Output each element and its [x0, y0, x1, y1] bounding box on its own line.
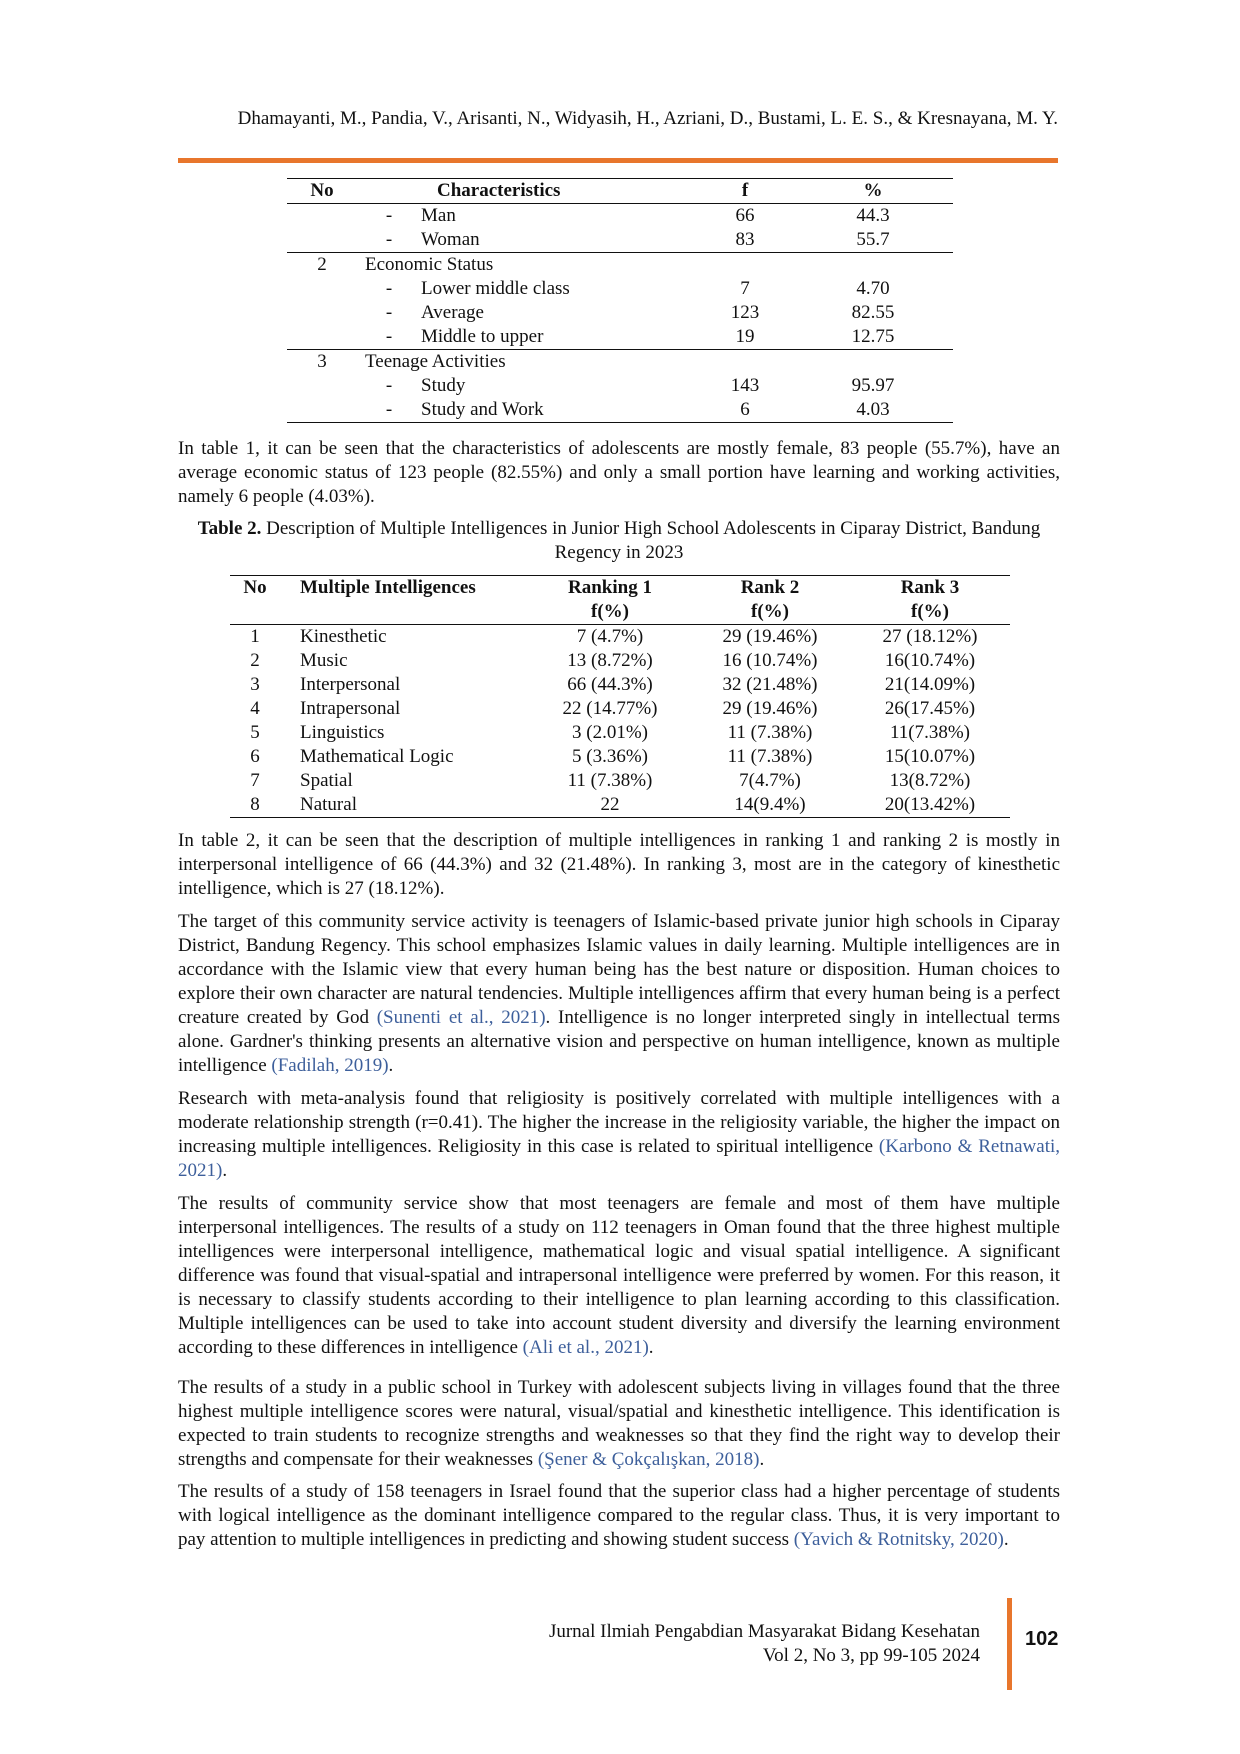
- cell-rank-2: 29 (19.46%): [722, 698, 818, 719]
- cell-rank-2: 11 (7.38%): [727, 746, 813, 767]
- cell-characteristic: Teenage Activities: [365, 351, 506, 372]
- cell-no: 6: [250, 746, 260, 767]
- cell-ranking-1: 66 (44.3%): [567, 674, 653, 695]
- cell-no: [287, 228, 357, 253]
- cell-intelligence: Kinesthetic: [300, 626, 387, 647]
- body-text: .: [222, 1160, 228, 1181]
- cell-rank-3: 27 (18.12%): [882, 626, 978, 647]
- cell-percent: [793, 253, 953, 278]
- cell-bullet: -: [385, 205, 393, 226]
- column-header: f: [697, 179, 793, 204]
- cell-no: 2: [317, 254, 327, 275]
- column-header: No: [287, 179, 357, 204]
- caption-text: Description of Multiple Intelligences in Junior High School Adolescents in Ciparay District, Bandung Regency in 2023: [261, 518, 1041, 563]
- cell-no: 8: [230, 793, 280, 818]
- cell-characteristic: Study and Work: [421, 398, 697, 423]
- table-subheader-row: [230, 600, 1010, 625]
- column-subheader: f(%): [530, 600, 690, 625]
- paragraph-table2-summary: In table 2, it can be seen that the description of multiple intelligences in ranking 1 and ranking 2 is mostly in interpersonal intelligence of 66 (44.3%) and 32 (21.48%). In ranking 3, most are in the category of kinesthetic intelligence, which is 27 (18.12%).: [178, 830, 1060, 899]
- column-header: %: [793, 179, 953, 204]
- column-header: Rank 3: [900, 577, 960, 598]
- cell-ranking-1: 11 (7.38%): [567, 770, 653, 791]
- cell-ranking-1: 22: [530, 793, 690, 818]
- footer-accent-bar: [1007, 1598, 1012, 1690]
- table-row: [230, 649, 1010, 673]
- citation-link[interactable]: (Fadilah, 2019): [271, 1055, 389, 1076]
- cell-no: 4: [250, 698, 260, 719]
- citation-link[interactable]: (Şener & Çokçalışkan, 2018): [537, 1449, 760, 1470]
- cell-rank-3: 11(7.38%): [889, 722, 971, 743]
- footer-journal-name: Jurnal Ilmiah Pengabdian Masyarakat Bidang Kesehatan: [548, 1621, 980, 1642]
- cell-intelligence: Music: [300, 650, 348, 671]
- table-row: [230, 769, 1010, 793]
- body-text: .: [1003, 1529, 1009, 1550]
- citation-link[interactable]: (Sunenti et al., 2021): [376, 1007, 546, 1028]
- cell-rank-3: 16(10.74%): [884, 650, 976, 671]
- paragraph-target: [178, 910, 1060, 1078]
- table-2-caption: [178, 517, 1060, 565]
- cell-no: 1: [250, 626, 260, 647]
- cell-bullet: -: [385, 375, 393, 396]
- table-row: [287, 374, 953, 398]
- body-text: The results of a study of 158 teenagers in Israel found that the superior class had a higher percentage of students with logical intelligence as the dominant intelligence compared to the regular class. Thus, it is very important to pay attention to multiple intelligences in predicting and showing student success: [178, 1481, 1060, 1550]
- cell-bullet: -: [357, 228, 421, 253]
- column-header: No: [243, 577, 267, 598]
- body-text: The results of a study in a public school in Turkey with adolescent subjects living in villages found that the three highest multiple intelligence scores were natural, visual/spatial and kinesthetic intelligence. This identification is expected to train students to recognize strengths and weaknesses so that they find the right way to develop their strengths and compensate for their weaknesses: [178, 1377, 1060, 1470]
- table-header-row: [287, 179, 953, 204]
- paragraph-table1-summary: In table 1, it can be seen that the characteristics of adolescents are mostly female, 83 people (55.7%), have an average economic status of 123 people (82.55%) and only a small portion have learning and working activities, namely 6 people (4.03%).: [178, 438, 1060, 507]
- table-row: [287, 325, 953, 350]
- paragraph-israel-study: [178, 1480, 1060, 1552]
- table-row: [230, 721, 1010, 745]
- cell-percent: 82.55: [851, 302, 895, 323]
- table-row: [287, 204, 953, 229]
- cell-no: [287, 277, 357, 301]
- cell-characteristic: Economic Status: [365, 254, 494, 275]
- cell-intelligence: Linguistics: [300, 722, 385, 743]
- cell-rank-2: 14(9.4%): [690, 793, 850, 818]
- table-row: [287, 277, 953, 301]
- cell-intelligence: Mathematical Logic: [300, 746, 454, 767]
- cell-frequency: 66: [735, 205, 755, 226]
- cell-rank-2: 16 (10.74%): [722, 650, 818, 671]
- table-row: [230, 673, 1010, 697]
- table-row: [287, 228, 953, 253]
- table-row: [287, 350, 953, 375]
- cell-intelligence: Interpersonal: [300, 674, 401, 695]
- cell-frequency: [697, 350, 793, 375]
- footer-journal-info: [440, 1620, 980, 1668]
- cell-rank-3: 15(10.07%): [884, 746, 976, 767]
- page-number: 102: [1025, 1628, 1059, 1650]
- column-header: Ranking 1: [568, 577, 652, 598]
- table-row: [230, 745, 1010, 769]
- cell-intelligence: Intrapersonal: [300, 698, 401, 719]
- cell-rank-2: 32 (21.48%): [722, 674, 818, 695]
- cell-no: 7: [250, 770, 260, 791]
- cell-intelligence: Natural: [280, 793, 530, 818]
- paragraph-religiosity: [178, 1087, 1060, 1183]
- cell-characteristic: Lower middle class: [421, 278, 570, 299]
- citation-link[interactable]: (Karbono & Retnawati, 2021): [178, 1136, 1061, 1181]
- cell-characteristic: Average: [421, 302, 484, 323]
- cell-rank-2: 29 (19.46%): [722, 626, 818, 647]
- column-header: Characteristics: [357, 179, 697, 204]
- paragraph-turkey-study: [178, 1376, 1060, 1472]
- cell-frequency: 143: [730, 375, 760, 396]
- cell-percent: 4.70: [856, 278, 890, 299]
- cell-frequency: 83: [697, 228, 793, 253]
- paragraph-oman-study: [178, 1192, 1060, 1360]
- column-header: Multiple Intelligences: [300, 577, 476, 598]
- cell-rank-2: 11 (7.38%): [727, 722, 813, 743]
- cell-characteristic: Study: [421, 375, 466, 396]
- cell-characteristic: Middle to upper: [421, 325, 697, 350]
- cell-no: 3: [317, 351, 327, 372]
- cell-rank-2: 7(4.7%): [739, 770, 801, 791]
- cell-percent: 44.3: [856, 205, 890, 226]
- cell-bullet: -: [357, 325, 421, 350]
- cell-no: [287, 374, 357, 398]
- cell-ranking-1: 7 (4.7%): [576, 626, 644, 647]
- footer-volume: Vol 2, No 3, pp 99-105 2024: [762, 1645, 980, 1666]
- body-text: The results of community service show that most teenagers are female and most of them have multiple interpersonal intelligences. The results of a study on 112 teenagers in Oman found that the three highest multiple intelligences were interpersonal intelligence, mathematical logic and visual spatial intelligence. A significant difference was found that visual-spatial and intrapersonal intelligence were preferred by women. For this reason, it is necessary to classify students according to their intelligence to plan learning according to this classification. Multiple intelligences can be used to take into account student diversity and diversify the learning environment according to these differences in intelligence: [178, 1193, 1060, 1358]
- cell-no: [287, 204, 357, 229]
- cell-ranking-1: 22 (14.77%): [562, 698, 658, 719]
- body-text: .: [648, 1337, 654, 1358]
- cell-frequency: [697, 253, 793, 278]
- cell-percent: 95.97: [851, 375, 895, 396]
- cell-ranking-1: 3 (2.01%): [572, 722, 648, 743]
- cell-characteristic: Woman: [421, 228, 697, 253]
- column-subheader: f(%): [850, 600, 1010, 625]
- cell-frequency: 7: [740, 278, 750, 299]
- body-text: The target of this community service activity is teenagers of Islamic-based private junior high schools in Ciparay District, Bandung Regency. This school emphasizes Islamic values in daily learning. Multiple intelligences are in accordance with the Islamic view that every human being has the best nature or disposition. Human choices to explore their own character are natural tendencies. Multiple intelligences affirm that every human being is a perfect creature created by God: [178, 911, 1060, 1028]
- table-row: [230, 793, 1010, 818]
- cell-rank-3: 26(17.45%): [884, 698, 976, 719]
- header-rule: [178, 158, 1058, 163]
- cell-no: 5: [250, 722, 260, 743]
- table-row: [287, 301, 953, 325]
- table-header-row: [230, 576, 1010, 601]
- cell-bullet: -: [385, 278, 393, 299]
- cell-frequency: 123: [730, 302, 760, 323]
- cell-percent: [793, 350, 953, 375]
- cell-characteristic: Man: [421, 205, 456, 226]
- cell-frequency: 6: [697, 398, 793, 423]
- cell-no: [287, 301, 357, 325]
- cell-percent: 12.75: [793, 325, 953, 350]
- cell-bullet: -: [357, 398, 421, 423]
- cell-no: 3: [250, 674, 260, 695]
- cell-no: 2: [250, 650, 260, 671]
- body-text: .: [759, 1449, 765, 1470]
- cell-frequency: 19: [697, 325, 793, 350]
- cell-no: [287, 398, 357, 423]
- table-row: [230, 697, 1010, 721]
- caption-label: Table 2.: [197, 518, 262, 539]
- table-1: [287, 178, 953, 423]
- cell-no: [287, 325, 357, 350]
- cell-rank-3: 13(8.72%): [889, 770, 971, 791]
- table-row: [287, 253, 953, 278]
- body-text: .: [388, 1055, 394, 1076]
- cell-percent: 55.7: [793, 228, 953, 253]
- cell-rank-3: 20(13.42%): [850, 793, 1010, 818]
- cell-ranking-1: 5 (3.36%): [572, 746, 648, 767]
- column-subheader: f(%): [690, 600, 850, 625]
- table-row: [287, 398, 953, 423]
- cell-percent: 4.03: [793, 398, 953, 423]
- table-row: [230, 625, 1010, 650]
- cell-ranking-1: 13 (8.72%): [567, 650, 653, 671]
- cell-bullet: -: [385, 302, 393, 323]
- running-header-authors: Dhamayanti, M., Pandia, V., Arisanti, N., Widyasih, H., Azriani, D., Bustami, L. E. S., & Kresnayana, M. Y.: [237, 108, 1058, 129]
- table-2: [230, 575, 1010, 818]
- cell-rank-3: 21(14.09%): [884, 674, 976, 695]
- cell-intelligence: Spatial: [300, 770, 353, 791]
- body-text: Research with meta-analysis found that religiosity is positively correlated with multiple intelligences with a moderate relationship strength (r=0.41). The higher the increase in the religiosity variable, the higher the impact on increasing multiple intelligences. Religiosity in this case is related to spiritual intelligence: [178, 1088, 1060, 1157]
- citation-link[interactable]: (Yavich & Rotnitsky, 2020): [793, 1529, 1004, 1550]
- citation-link[interactable]: (Ali et al., 2021): [522, 1337, 649, 1358]
- column-header: Rank 2: [740, 577, 800, 598]
- body-text: . Intelligence is no longer interpreted singly in intellectual terms alone. Gardner's thinking presents an alternative vision and perspective on human intelligence, known as multiple intelligence: [178, 1007, 1060, 1076]
